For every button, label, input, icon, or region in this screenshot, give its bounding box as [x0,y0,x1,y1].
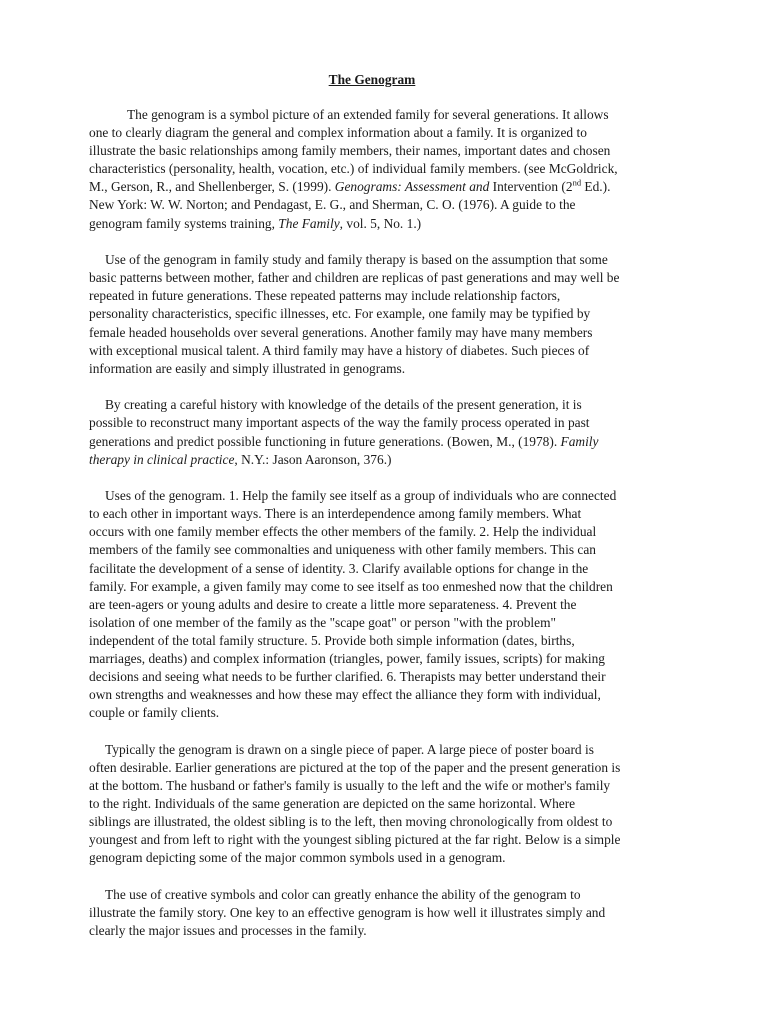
superscript: nd [572,177,582,188]
text-line: Typically the genogram is drawn on a single piece of paper. A large piece of poster board is [105,741,594,757]
text-line: occurs with one family member effects the other members of the family. 2. Help the individual [89,524,597,540]
text-line: couple or family clients. [89,705,220,721]
text-line: at the bottom. The husband or father's family is usually to the left and the wife or mother's family [89,778,611,794]
paragraph-intro [89,106,655,233]
text-line [89,178,655,196]
text-line: Use of the genogram in family study and family therapy is based on the assumption that some [105,252,608,268]
book-title: Genograms: Assessment and [334,179,490,195]
paragraph-assumption [89,251,655,378]
text-line [89,451,655,469]
text-run: Intervention (2 [489,179,573,195]
text-line: with exceptional musical talent. A third family may have a history of diabetes. Such pieces of [89,342,590,358]
text-line: basic patterns between mother, father and children are replicas of past generations and may well be [89,270,620,286]
paragraph-symbols [89,886,655,940]
text-line: isolation of one member of the family as the "scape goat" or person "with the problem" [89,614,556,630]
text-run: , vol. 5, No. 1.) [339,215,422,231]
journal-title: The Family [278,215,340,231]
text-line: own strengths and weaknesses and how these may effect the alliance they form with individual, [89,687,601,703]
text-line: Uses of the genogram. 1. Help the family see itself as a group of individuals who are connected [105,488,617,504]
text-run: Ed.). [581,179,611,195]
text-line: clearly the major issues and processes in the family. [89,923,367,939]
text-line: are teen-agers or young adults and desire to create a little more separateness. 4. Prevent the [89,596,577,612]
paragraph-drawing [89,741,655,868]
text-line: to the right. Individuals of the same generation are depicted on the same horizontal. Where [89,796,576,812]
text-line: repeated in future generations. These repeated patterns may include relationship factors, [89,288,561,304]
text-line: decisions and seeing what needs to be further clarified. 6. Therapists may better understand their [89,669,606,685]
text-line: New York: W. W. Norton; and Pendagast, E. G., and Sherman, C. O. (1976). A guide to the [89,197,576,213]
text-line [89,433,655,451]
text-line: often desirable. Earlier generations are pictured at the top of the paper and the present generation is [89,760,621,775]
text-line: possible to reconstruct many important aspects of the way the family process operated in past [89,415,590,431]
paragraph-history [89,396,655,468]
text-line: By creating a careful history with knowledge of the details of the present generation, it is [105,397,582,413]
text-line: illustrate the family story. One key to an effective genogram is how well it illustrates simply and [89,905,606,921]
text-run: genogram family systems training, [89,215,279,231]
text-line: information are easily and simply illustrated in genograms. [89,360,406,376]
text-line: characteristics (personality, health, vocation, etc.) of individual family members. (see McGoldrick, [89,161,618,177]
text-line: female headed households over several generations. Another family may have many members [89,324,593,340]
text-line: The genogram is a symbol picture of an extended family for several generations. It allows [127,107,609,122]
text-line: youngest and from left to right with the youngest sibling pictured at the far right. Below is a simple [89,832,621,848]
text-run: , N.Y.: Jason Aaronson, 376.) [234,451,392,467]
text-line: one to clearly diagram the general and complex information about a family. It is organized to [89,125,587,141]
text-run: generations and predict possible functioning in future generations. (Bowen, M., (1978). [89,433,561,449]
book-title: Family [560,433,599,449]
document-title: The Genogram [328,72,416,87]
paragraph-uses [89,487,655,722]
text-line: to each other in important ways. There is an interdependence among family members. What [89,506,582,522]
text-line: personality characteristics, specific illnesses, etc. For example, one family may be typified by [89,306,591,322]
text-line: facilitate the development of a sense of identity. 3. Clarify available options for change in the [89,560,589,576]
text-line: independent of the total family structure. 5. Provide both simple information (dates, births, [89,632,575,648]
text-line [89,215,655,233]
book-title: therapy in clinical practice [89,451,235,467]
text-line: illustrate the basic relationships among family members, their names, important dates and chosen [89,143,611,159]
text-line: genogram depicting some of the major common symbols used in a genogram. [89,850,506,866]
text-line: members of the family see commonalties and uniqueness with other family members. This can [89,542,596,558]
document-page [89,71,655,959]
text-line: The use of creative symbols and color can greatly enhance the ability of the genogram to [105,887,581,903]
text-line: family. For example, a given family may come to see itself as too enmeshed now that the children [89,578,613,594]
text-run: M., Gerson, R., and Shellenberger, S. (1999). [89,179,335,195]
text-line: marriages, deaths) and complex information (triangles, power, family issues, scripts) for making [89,651,605,667]
text-line: siblings are illustrated, the oldest sibling is to the left, then moving chronologically from oldest to [89,814,613,830]
